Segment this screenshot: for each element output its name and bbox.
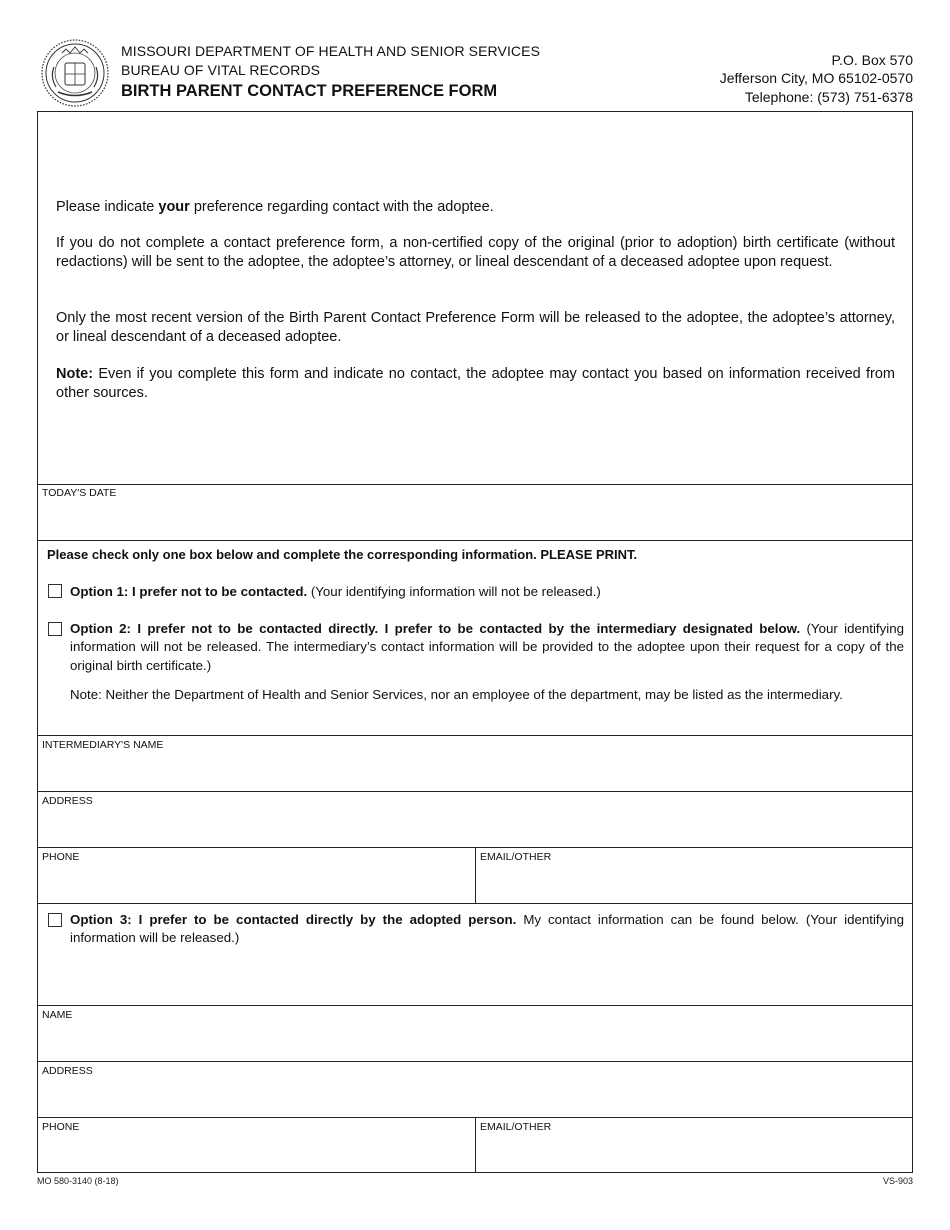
form-code: VS-903	[882, 1176, 913, 1186]
divider	[38, 903, 912, 904]
instructions-text: Please check only one box below and complete the corresponding information. PLEASE PRINT.	[47, 547, 638, 562]
divider	[38, 540, 912, 541]
phone-field[interactable]	[38, 1134, 474, 1172]
address-telephone: Telephone: (573) 751-6378	[744, 89, 913, 105]
address-label: ADDRESS	[42, 1065, 93, 1077]
divider	[38, 735, 912, 736]
divider	[38, 791, 912, 792]
name-label: NAME	[42, 1009, 73, 1021]
address-field[interactable]	[38, 1078, 912, 1117]
intro-recent-version-text: Only the most recent version of the Birth Parent Contact Preference Form will be released to the adoptee, the adoptee’s attorney, or lineal descendant of a deceased adoptee.	[56, 310, 895, 345]
todays-date-label: TODAY'S DATE	[42, 487, 117, 499]
name-field[interactable]	[38, 1022, 912, 1061]
divider	[38, 484, 912, 485]
option1-text: Option 1: I prefer not to be contacted. (Your identifying information will not be released.)	[70, 584, 601, 599]
intro-preference-text: Please indicate your preference regarding contact with the adoptee.	[56, 199, 494, 215]
form-number: MO 580-3140 (8-18)	[37, 1176, 119, 1186]
intermediary-phone-label: PHONE	[42, 851, 80, 863]
option1-checkbox[interactable]	[48, 584, 62, 598]
intermediary-email-label: EMAIL/OTHER	[480, 851, 552, 863]
divider	[38, 1061, 912, 1062]
form-frame	[37, 111, 913, 1173]
option2-note: Note: Neither the Department of Health and Senior Services, nor an employee of the department, may be listed as the intermediary.	[70, 687, 843, 702]
department-name: MISSOURI DEPARTMENT OF HEALTH AND SENIOR SERVICES	[121, 43, 541, 59]
intro-note-text: Note: Even if you complete this form and indicate no contact, the adoptee may contact you based on information received from other sources.	[56, 366, 895, 401]
divider	[38, 1005, 912, 1006]
intermediary-name-label: INTERMEDIARY'S NAME	[42, 739, 164, 751]
state-seal-logo	[40, 37, 110, 109]
intro-no-form-text: If you do not complete a contact preference form, a non-certified copy of the original (prior to adoption) birth certificate (without redactions) will be sent to the adoptee, the adoptee’s attorney, or lineal descendant of a deceased adoptee upon request.	[56, 235, 895, 270]
address-city: Jefferson City, MO 65102-0570	[719, 70, 913, 86]
intermediary-address-label: ADDRESS	[42, 795, 93, 807]
phone-label: PHONE	[42, 1121, 80, 1133]
form-title: BIRTH PARENT CONTACT PREFERENCE FORM	[121, 82, 498, 100]
option2-text: Option 2: I prefer not to be contacted directly. I prefer to be contacted by the intermediary designated below. (Your identifying information will not be released. The intermediary’s contact information will be provided to the adoptee upon their request for a copy of the original birth certificate.)	[70, 621, 905, 673]
intermediary-address-field[interactable]	[38, 808, 912, 847]
email-field[interactable]	[476, 1134, 912, 1172]
option2-checkbox[interactable]	[48, 622, 62, 636]
email-label: EMAIL/OTHER	[480, 1121, 552, 1133]
bureau-name: BUREAU OF VITAL RECORDS	[121, 62, 321, 78]
option3-checkbox[interactable]	[48, 913, 62, 927]
intermediary-name-field[interactable]	[38, 752, 912, 791]
todays-date-field[interactable]	[38, 500, 912, 540]
address-po-box: P.O. Box 570	[831, 52, 913, 68]
option3-text: Option 3: I prefer to be contacted directly by the adopted person. My contact information can be found below. (Your identifying information will be released.)	[70, 912, 905, 946]
intermediary-email-field[interactable]	[476, 864, 912, 903]
intermediary-phone-field[interactable]	[38, 864, 474, 903]
